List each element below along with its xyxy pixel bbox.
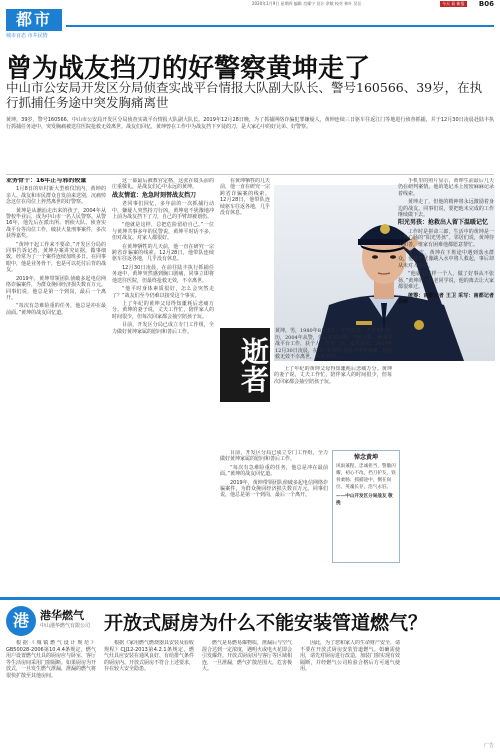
paragraph: “黄坤干起工作来不要命。”开发区分局的同事告诉记者，黄坤办案讲究证据，做事细致，经常为了一个案件连续加班多日。在同事眼中，他是业务骨干，也是可以托付后背的战友。 xyxy=(6,241,106,274)
paragraph: 这一幕最后被教官定格，这张在镜头前的庄重敬礼，是战友们心中永远的黄坤。 xyxy=(112,178,214,191)
ad-label: 广告 xyxy=(483,743,494,749)
article-column-2 xyxy=(112,178,214,592)
paragraph: “每次有急难险重的任务，他总是冲在最前面。”黄坤的战友回忆道。 xyxy=(6,303,106,316)
paragraph: 1月8日的阜村新大型殡仪馆内，黄坤的亲人、战友和市民群众自发前来送别，沉痛悼念这位在岗位上猝然离世的好警察。 xyxy=(6,186,106,206)
ad-title: 开放式厨房为什么不能安装管道燃气？ xyxy=(104,612,428,634)
article-lede: 黄坤，39岁，警号160566，中山市公安局开发区分局侦查实战平台情报大队副大队长。2019年12月28日晚，为了抓捕网络诈骗犯罪嫌疑人，黄坤连续三日驱车往返江门等地进行侦查抓捕，并于12月30日凌晨赴陆丰执行抓捕任务途中，突发胸痛被送往医院抢救无效离世。战友们回忆，黄坤曾在工作中为战友挡下歹徒的刀，是大家心中的好兄弟、好警察。 xyxy=(6,117,494,130)
paragraph: “他就是这样一个人，做了好事从不张扬。”黄坤的一位老同学说，他的离去让大家都很难过。 xyxy=(398,271,494,291)
page-number: B06 xyxy=(478,0,494,8)
deceased-bio: 黄坤，男，1980年8月出生，中共党员，大学本科学历，2004年从警，先后在派出所、刑侦大队、侦查实战平台工作，获个人三等功一次、嘉奖多次。2019年12月30日凌晨，在执行抓捕任务途中突发胸痛，经抢救无效不幸离世，年仅39岁。 xyxy=(275,328,393,361)
article-column-1 xyxy=(6,178,106,592)
article-column-3 xyxy=(398,178,494,592)
section-tagline: 城市百态 市井民情 xyxy=(6,33,48,39)
poem-lines: 风雨兼程，忠诚担当，警徽闪耀，初心不改。挡刀护友，铁骨柔肠；抓捕途中，倒在岗位。英魂长存，浩气永驻。 xyxy=(336,464,396,490)
paragraph: 2019年，黄坤带领团队侦破多起电信网络诈骗案件，为群众挽回经济损失数百万元。同事们说，他总是第一个到岗，最后一个离开。 xyxy=(220,479,328,499)
ad-column-3 xyxy=(202,640,292,748)
masthead-rule xyxy=(66,25,494,27)
ad-column-4 xyxy=(300,640,400,748)
poem-title: 悼念黄坤 xyxy=(353,454,378,461)
article-credit: 统筹：南都记者 王卫 采写：南都记者 吕婷 xyxy=(398,292,494,305)
ad-column-2 xyxy=(104,640,194,748)
column-heading: 业务骨干：16年正与邪的较量 xyxy=(6,178,87,184)
ad-paragraph: 燃气是易燃易爆物质，泄漏后与空气混合达到一定浓度，遇明火或电火花即会引发爆炸。开放式厨房因与客厅等区域相连，一旦泄漏，燃气扩散范围大，危害极大。 xyxy=(202,640,292,673)
ad-brand-name: 港华燃气 xyxy=(40,609,84,622)
ad-column-1 xyxy=(6,640,96,748)
ad-brand-subtitle: 中山港华燃气有限公司 xyxy=(40,623,91,629)
ad-paragraph: 根据《城镇燃气设计规范》GB50028-2006第10.4.4条规定，燃气用户设置燃气灶具的厨房应与卧室、客厅等生活房间采用门窗隔断。如果厨房为开放式，一旦发生燃气泄漏，泄漏的燃气将很快扩散至其他房间。 xyxy=(6,640,96,679)
paragraph: “他平时身体素质很好，怎么会突然走了？”战友们至今仍难以接受这个事实。 xyxy=(112,286,214,299)
paragraph: 在黄坤牺牲的几天前，他一直在研究一宗跨省诈骗案的线索。12月28日，他带队连续驱车往返各地，几乎没有休息。 xyxy=(220,178,270,217)
column-heading: 战友情谊：危急时刻替战友挡刀 xyxy=(112,191,197,199)
paragraph: 黄坤是从潮汕走出来的孩子，2004年从警校毕业后，成为中山市一名人民警察。从警16年，他先后在派出所、刑侦大队、侦查实战平台等岗位工作，破获大量刑事案件，多次获得嘉奖。 xyxy=(6,207,106,240)
memorial-poem-box xyxy=(332,450,400,563)
gas-company-logo-icon: 港 xyxy=(6,606,36,636)
article-column-photo-under xyxy=(274,366,392,446)
section-tag: 今天 看 新报 xyxy=(442,1,465,6)
section-masthead xyxy=(6,9,494,39)
page-topbar xyxy=(0,0,500,7)
article-column-2b xyxy=(220,178,270,324)
poem-signature: ——中山开发区分局战友 敬挽 xyxy=(336,494,393,506)
issue-meta: 2020年1月9日 星期四 编辑 肖耀宁 设计 余敏 校对 林叶 吴岳 xyxy=(252,1,362,6)
paragraph: 手机里的照片显示，黄坤生前最后几天仍在研判案情，他的笔记本上密密麻麻记录着线索。 xyxy=(398,178,494,197)
paragraph: 有一次，黄坤在下班途中遇到落水群众，他毫不犹豫跳入水中将人救起，事后却从未对人提起。 xyxy=(398,250,494,269)
paragraph: “他就是这样，总把危险留给自己。”一位与黄坤共事多年的民警说，黄坤平时话不多，但对战友、对家人都很好。 xyxy=(112,222,214,242)
paragraph: 黄坤走了，但他的精神将永远激励着身边的战友。同事们说，要把他未完成的工作继续做下去。 xyxy=(398,199,494,219)
obituary-label: 逝者 xyxy=(220,328,270,402)
advertisement xyxy=(0,597,500,753)
paragraph: 2019年，黄坤带领团队侦破多起电信网络诈骗案件，为群众挽回经济损失数百万元。同事们说，他总是第一个到岗，最后一个离开。 xyxy=(6,275,106,301)
paragraph: 12月30日凌晨，在前往陆丰执行抓捕任务途中，黄坤突然感到胸口剧痛，同事立即将他送往医院，但最终抢救无效，不幸离世。 xyxy=(112,264,214,284)
divider xyxy=(6,174,494,175)
paragraph: 老同事们回忆，多年前的一次抓捕行动中，嫌疑人突然持刀行凶，黄坤毫不犹豫地冲上前为战友挡下了刀，自己的手臂却被划伤。 xyxy=(112,201,214,221)
paragraph: 目前，开发区分局已成立专门工作组，全力做好黄坤家属的慰问和善后工作。 xyxy=(112,322,214,335)
paragraph: 工作时是拼命三郎，生活中的黄坤是一个热心肠的“阳光男孩”。邻居们说，黄坤待人和善，谁家有困难他都愿意帮忙。 xyxy=(398,228,494,248)
article-headline: 曾为战友挡刀的好警察黄坤走了 xyxy=(6,54,371,84)
section-logo: 都市 xyxy=(6,9,62,31)
article-column-lower xyxy=(220,450,328,592)
column-heading: 阳光男孩：抢救出人留下温暖记忆 xyxy=(398,219,489,227)
ad-paragraph: 根据《家用燃气燃烧器具安装及验收规程》CJJ12-2013第4.2.1条规定，燃气灶具应安装在通风良好、有给排气条件的厨房内。开放式厨房不符合上述要求，存在较大安全隐患。 xyxy=(104,640,194,673)
paragraph: 上了年纪的黄坤父母得知噩耗后悲痛万分。黄坤的妻子说，丈夫工作忙，陪伴家人的时间很少，但每次回家都会抽空陪孩子玩。 xyxy=(112,300,214,320)
paragraph: 上了年纪的黄坤父母得知噩耗后悲痛万分。黄坤的妻子说，丈夫工作忙，陪伴家人的时间很少，但每次回家都会抽空陪孩子玩。 xyxy=(274,366,392,385)
paragraph: “每次有急难险重的任务，他总是冲在最前面。”黄坤的战友回忆道。 xyxy=(220,464,328,478)
ad-paragraph: 因此，为了您和家人的生命财产安全，请不要在开放式厨房安装管道燃气。如确需使用，请先对厨房进行改造，加装门窗实现有效隔断，并经燃气公司检验合格后方可通气使用。 xyxy=(300,640,400,673)
paragraph: 目前，开发区分局已成立专门工作组，全力做好黄坤家属的慰问和善后工作。 xyxy=(220,450,328,463)
article-subheadline: 中山市公安局开发区分局侦查实战平台情报大队副大队长、警号160566、39岁，在执行抓捕任务途中突发胸痛离世 xyxy=(6,80,483,110)
paragraph: 在黄坤牺牲的几天前，他一直在研究一宗跨省诈骗案的线索。12月28日，他带队连续驱车往返各地，几乎没有休息。 xyxy=(112,243,214,263)
